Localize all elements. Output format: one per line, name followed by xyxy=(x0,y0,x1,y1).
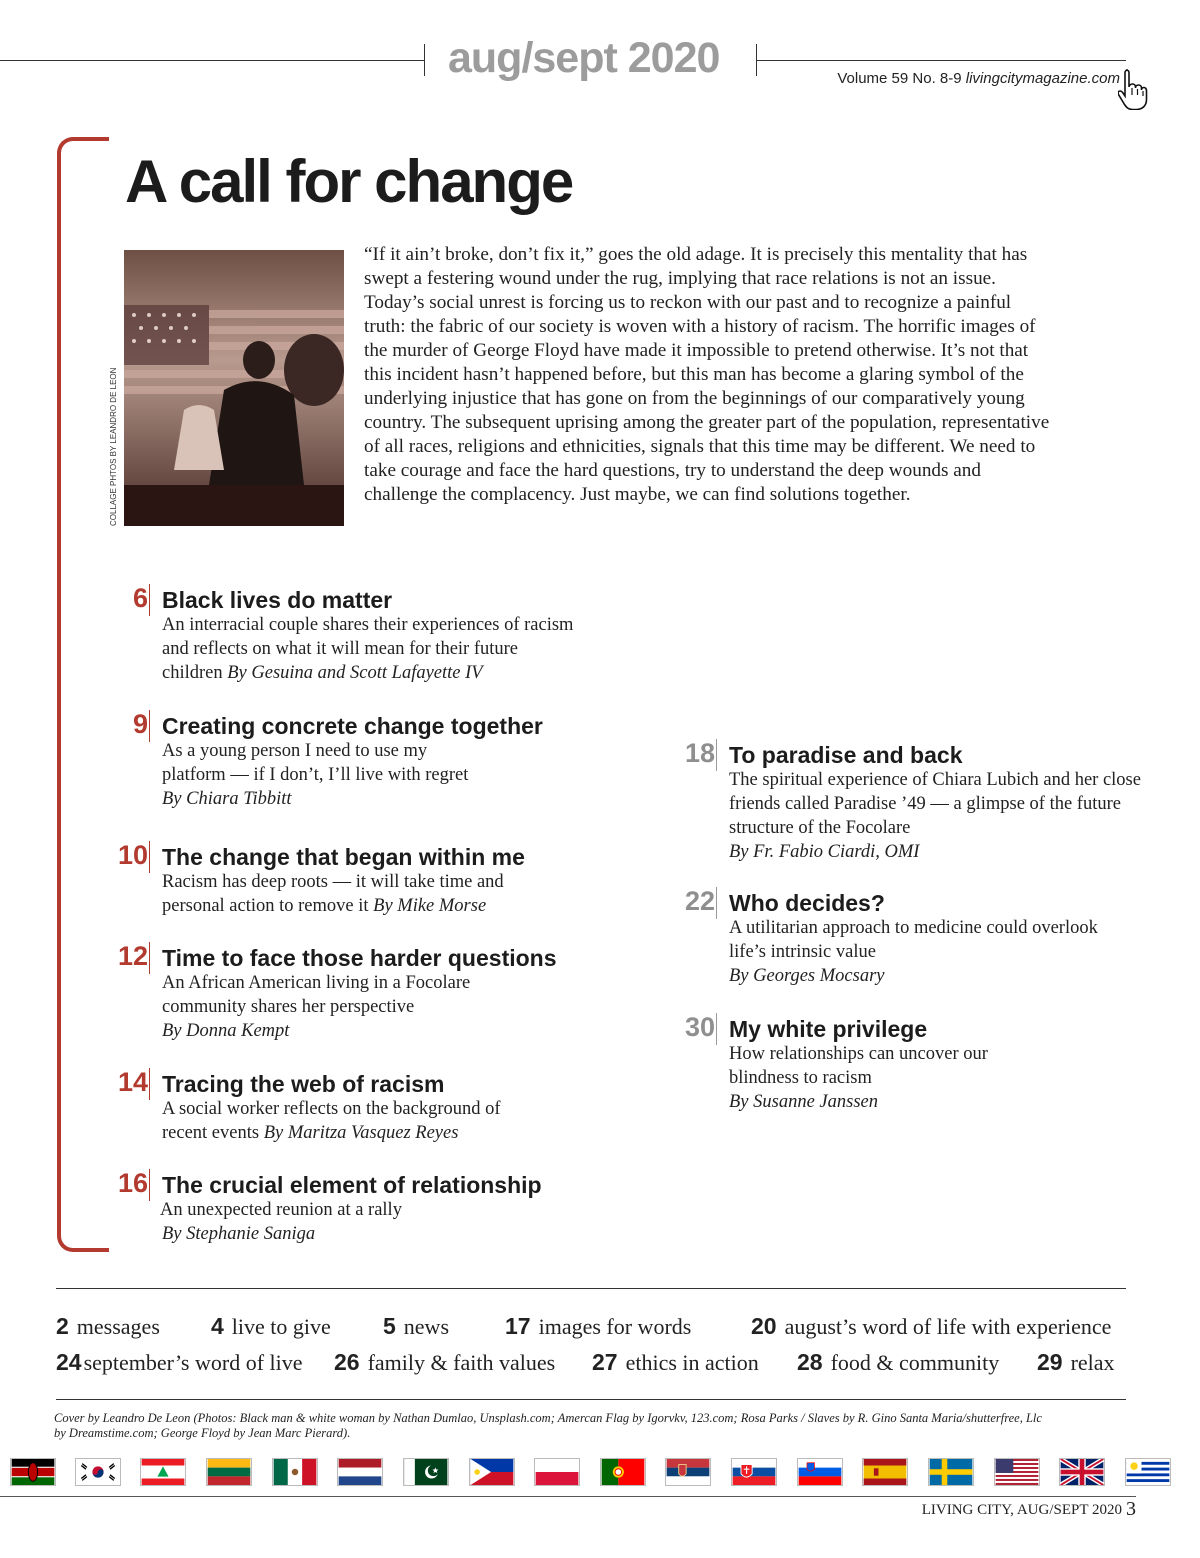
toc-description: A social worker reflects on the background of recent events By Maritza Vasquez Reyes xyxy=(162,1099,501,1143)
footer-rule xyxy=(0,1496,1136,1497)
dept-item[interactable]: 4 live to give xyxy=(211,1313,331,1339)
uk-flag-icon xyxy=(1059,1458,1105,1486)
poland-flag-icon xyxy=(534,1458,580,1486)
toc-title: To paradise and back xyxy=(729,742,963,768)
toc-byline: By Chiara Tibbitt xyxy=(162,789,292,809)
toc-page-number: 22 xyxy=(684,886,715,916)
toc-divider xyxy=(716,887,717,919)
toc-page-number: 18 xyxy=(684,738,715,768)
flags-row xyxy=(10,1458,1180,1488)
toc-divider xyxy=(149,584,150,616)
toc-byline: By Gesuina and Scott Lafayette IV xyxy=(227,663,483,683)
toc-item-12[interactable] xyxy=(117,941,557,1043)
spain-flag-icon xyxy=(862,1458,908,1486)
toc-title: The change that began within me xyxy=(162,844,525,870)
philippines-flag-icon xyxy=(469,1458,515,1486)
south-korea-flag-icon xyxy=(75,1458,121,1486)
departments-rule-bottom xyxy=(56,1399,1126,1400)
toc-item-30[interactable] xyxy=(684,1012,999,1114)
toc-title: Time to face those harder questions xyxy=(162,945,557,971)
mexico-flag-icon xyxy=(272,1458,318,1486)
dept-item[interactable]: 20 august’s word of life with experience xyxy=(751,1313,1112,1339)
toc-divider xyxy=(716,739,717,771)
sweden-flag-icon xyxy=(928,1458,974,1486)
toc-description: Racism has deep roots — it will take time and personal action to remove it By Mike Morse xyxy=(162,872,504,916)
dept-item[interactable]: 17 images for words xyxy=(505,1313,692,1339)
lebanon-flag-icon xyxy=(140,1458,186,1486)
uruguay-flag-icon xyxy=(1125,1458,1171,1486)
masthead-tick-left xyxy=(424,44,425,76)
usa-flag-icon xyxy=(994,1458,1040,1486)
photo-credit: COLLAGE PHTOS BY LEANDRO DE LEON xyxy=(109,367,118,526)
toc-page-number: 6 xyxy=(132,583,148,613)
toc-page-number: 12 xyxy=(117,941,148,971)
masthead-rule-right xyxy=(756,60,1126,61)
hand-cursor-icon xyxy=(1118,68,1148,110)
toc-byline: By Stephanie Saniga xyxy=(162,1224,316,1244)
page-number: 3 xyxy=(1126,1498,1136,1520)
toc-title: The crucial element of relationship xyxy=(162,1172,542,1198)
toc-divider xyxy=(149,942,150,974)
toc-page-number: 16 xyxy=(117,1168,148,1198)
intro-text: “If it ain’t broke, don’t fix it,” goes the old adage. It is precisely this mentality that has swept a festering wound under the rug, implying that race relations is not an issue. Today’s social unrest is forcing us to reckon with our past and to recognize a painful truth: the fabric of our society is woven with a history of racism. The horrific images of the murder of George Floyd have made it impossible to pretend otherwise. It’s not that this incident hasn’t happened before, but this man has become a glaring symbol of the underlying injustice that has gone on from the beginnings of our comparatively young country. The subsequent uprising among the greater part of the population, representative of all races, religions and ethnicities, signals that this time may be different. We need to take courage and face the hard questions, try to understand the deep wounds and challenge the complacency. Just maybe, we can find solutions together. xyxy=(364,244,1050,505)
issue-date: aug/sept 2020 xyxy=(448,34,720,82)
toc-divider xyxy=(716,1013,717,1045)
volume-number: Volume 59 No. 8-9 xyxy=(837,70,962,87)
dept-item[interactable]: 24september’s word of live xyxy=(56,1349,303,1375)
toc-description: A utilitarian approach to medicine could overlook life’s intrinsic value By Georges Mocsary xyxy=(729,918,1098,986)
departments-rule-top xyxy=(56,1288,1126,1289)
dept-item[interactable]: 5 news xyxy=(383,1313,450,1339)
intro-paragraph xyxy=(364,243,1054,507)
toc-item-6[interactable] xyxy=(132,583,582,685)
toc-byline: By Mike Morse xyxy=(373,896,487,916)
toc-title: My white privilege xyxy=(729,1016,928,1042)
toc-byline: By Susanne Janssen xyxy=(729,1092,878,1112)
toc-title: Who decides? xyxy=(729,890,885,916)
pakistan-flag-icon xyxy=(403,1458,449,1486)
section-bracket xyxy=(57,137,109,1252)
dept-item[interactable]: 29 relax xyxy=(1037,1349,1115,1375)
website-link[interactable]: livingcitymagazine.com xyxy=(965,70,1120,87)
toc-description: The spiritual experience of Chiara Lubich and her close friends called Paradise ’49 — a glimpse of the future structure of the Focolare By Fr. Fabio Ciardi, OMI xyxy=(729,770,1141,862)
kenya-flag-icon xyxy=(10,1458,56,1486)
slovenia-flag-icon xyxy=(797,1458,843,1486)
toc-description: An unexpected reunion at a rally By Stephanie Saniga xyxy=(160,1200,402,1244)
toc-page-number: 14 xyxy=(117,1067,148,1097)
toc-byline: By Donna Kempt xyxy=(162,1021,290,1041)
toc-byline: By Georges Mocsary xyxy=(729,966,885,986)
dept-item[interactable]: 2 messages xyxy=(56,1313,160,1339)
toc-description: An interracial couple shares their experiences of racism and reflects on what it will mean for their future children By Gesuina and Scott Lafayette IV xyxy=(162,615,574,683)
toc-title: Black lives do matter xyxy=(162,587,393,613)
masthead-rule-left xyxy=(0,60,424,61)
portugal-flag-icon xyxy=(600,1458,646,1486)
page-headline: A call for change xyxy=(125,148,573,215)
toc-page-number: 9 xyxy=(132,709,148,739)
toc-byline: By Fr. Fabio Ciardi, OMI xyxy=(729,842,920,862)
toc-page-number: 30 xyxy=(684,1012,715,1042)
toc-title: Tracing the web of racism xyxy=(162,1071,445,1097)
toc-item-18[interactable] xyxy=(684,738,1144,864)
toc-item-9[interactable] xyxy=(132,709,543,811)
toc-item-10[interactable] xyxy=(117,840,562,918)
footer-text: LIVING CITY, AUG/SEPT 2020 xyxy=(921,1502,1122,1518)
dept-item[interactable]: 27 ethics in action xyxy=(592,1349,759,1375)
toc-byline: By Maritza Vasquez Reyes xyxy=(263,1123,459,1143)
volume-info xyxy=(837,70,1120,87)
toc-divider xyxy=(149,841,150,873)
toc-divider xyxy=(149,1068,150,1100)
cover-credit: Cover by Leandro De Leon (Photos: Black man & white woman by Nathan Dumlao, Unsplash.com; Amercan Flag by Igorvkv, 123.com; Rosa Parks / Slaves by R. Gino Santa Maria/shutterfree, Llc by Dreamstime.com; George Floyd by Jean Marc Pierard). xyxy=(54,1411,1042,1440)
dept-item[interactable]: 26 family & faith values xyxy=(334,1349,556,1375)
toc-description: As a young person I need to use my platform — if I don’t, I’ll live with regret By Chiara Tibbitt xyxy=(162,741,469,809)
netherlands-flag-icon xyxy=(337,1458,383,1486)
toc-divider xyxy=(149,710,150,742)
toc-divider xyxy=(149,1169,150,1201)
toc-item-22[interactable] xyxy=(684,886,1139,988)
toc-description: How relationships can uncover our blindness to racism By Susanne Janssen xyxy=(729,1044,988,1112)
toc-item-16[interactable] xyxy=(117,1168,582,1246)
serbia-flag-icon xyxy=(665,1458,711,1486)
slovakia-flag-icon xyxy=(731,1458,777,1486)
collage-photo xyxy=(124,250,344,526)
dept-item[interactable]: 28 food & community xyxy=(797,1349,1000,1375)
lithuania-flag-icon xyxy=(206,1458,252,1486)
toc-item-14[interactable] xyxy=(117,1067,522,1145)
toc-description: An African American living in a Focolare community shares her perspective By Donna Kempt xyxy=(162,973,471,1041)
toc-title: Creating concrete change together xyxy=(162,713,543,739)
toc-page-number: 10 xyxy=(117,840,148,870)
